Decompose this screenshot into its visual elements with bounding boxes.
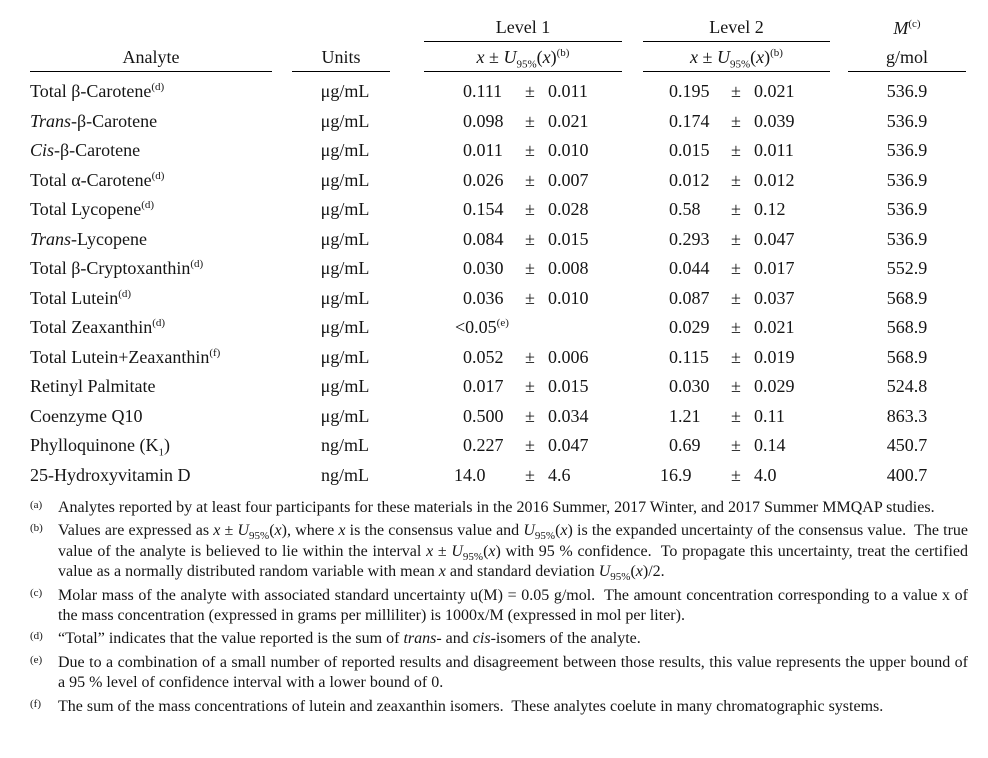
table-row: [30, 225, 968, 255]
level1-value-cell: 0 .084 ± 0.015: [463, 228, 589, 249]
molar-mass-cell: 400.7: [886, 464, 928, 485]
footnote-text: Due to a combination of a small number of reported results and disagreement between those results, this value represents the upper bound of a 95 % level of confidence interval with a lower bound of 0.: [58, 653, 968, 692]
level2-header: Level 2: [709, 17, 764, 37]
footnote-marker: (c): [30, 586, 43, 599]
table-row: [30, 136, 968, 166]
gmol-header: g/mol: [885, 47, 928, 67]
units-cell: μg/mL: [320, 169, 370, 190]
units-cell: ng/mL: [321, 464, 369, 485]
units-header: Units: [321, 47, 361, 67]
analyte-cell: Coenzyme Q10: [30, 405, 143, 426]
footnote-marker: (e): [30, 653, 43, 666]
analyte-header: Analyte: [122, 47, 180, 67]
footnote-marker: (a): [30, 499, 43, 511]
level2-value-cell: 0 .087 ± 0.037: [669, 287, 795, 308]
footnote-marker: (d): [30, 630, 43, 643]
table-row: [30, 77, 968, 107]
level1-value-cell: 0 .098 ± 0.021: [463, 110, 589, 131]
table-row: [30, 343, 968, 373]
molar-mass-cell: 536.9: [886, 228, 928, 249]
level2-value-cell: 0 .195 ± 0.021: [669, 81, 795, 102]
level1-formula-cell: [418, 42, 628, 72]
footnote: [30, 521, 968, 582]
molar-mass-cell: 536.9: [886, 140, 928, 161]
footnote: [30, 697, 968, 717]
level1-header-cell: [418, 6, 628, 42]
analyte-cell: Phylloquinone $(K_1)$: [30, 435, 170, 459]
units-cell: μg/mL: [320, 258, 370, 279]
table-body: [30, 72, 968, 490]
units-cell: ng/mL: [321, 435, 369, 456]
level1-value-cell: 0 .227 ± 0.047: [463, 435, 589, 456]
table-row: [30, 195, 968, 225]
analyte-cell: Total Lutein$^{(d)}$: [30, 287, 132, 308]
level2-value-cell: 16 .9 ± 4.0: [660, 464, 777, 485]
level1-value-cell: 0 .036 ± 0.010: [463, 287, 589, 308]
table-row: [30, 166, 968, 196]
table-row: [30, 402, 968, 432]
level2-formula: $x \pm U_{95\%}(x)^{(b)}$: [690, 47, 783, 71]
footnote: [30, 586, 968, 627]
units-cell: μg/mL: [320, 346, 370, 367]
analyte-cell: Total Lutein+Zeaxanthin$^{(f)}$: [30, 346, 221, 367]
level1-header: Level 1: [495, 17, 551, 37]
molar-mass-cell: 568.9: [886, 317, 928, 338]
level1-value-cell: 0 .154 ± 0.028: [463, 199, 589, 220]
header-spacer-units: [272, 6, 418, 42]
footnote-marker: (b): [30, 522, 43, 535]
molar-mass-cell: 536.9: [886, 169, 928, 190]
level2-formula-cell: [628, 42, 846, 72]
footnote: [30, 498, 968, 518]
analyte-cell: Total β-Cryptoxanthin$^{(d)}$: [30, 258, 204, 279]
level2-value-cell: 0 .293 ± 0.047: [669, 228, 795, 249]
units-cell: μg/mL: [320, 110, 370, 131]
footnote-text: Analytes reported by at least four participants for these materials in the 2016 Summer, 2017 Winter, and 2017 Summer MMQAP studies.: [58, 499, 935, 516]
footnote: [30, 653, 968, 694]
table-header-row-1: [30, 6, 968, 42]
molar-mass-cell: 568.9: [886, 346, 928, 367]
footnote-text: Molar mass of the analyte with associated standard uncertainty u(M) = 0.05 g/mol. The amount concentration corresponding to a value x of the mass concentration (expressed in grams per milliliter) is 1000x/M (expressed in mol per liter).: [58, 586, 968, 625]
table-header-row-2: [30, 42, 968, 72]
level1-value-cell: 0 .011 ± 0.010: [463, 140, 589, 161]
level1-value-cell: $<0.05^{(e)}$: [455, 317, 509, 338]
units-cell: μg/mL: [320, 317, 370, 338]
molar-mass-cell: 536.9: [886, 110, 928, 131]
level2-value-cell: 0 .029 ± 0.021: [669, 317, 795, 338]
units-cell: μg/mL: [320, 376, 370, 397]
molar-mass-cell: 568.9: [886, 287, 928, 308]
level2-value-cell: 1 .21 ± 0.11: [669, 405, 785, 426]
table-row: [30, 284, 968, 314]
footnote-marker: (f): [30, 697, 41, 710]
analyte-cell: 25-Hydroxyvitamin D: [30, 464, 191, 485]
table-row: [30, 107, 968, 137]
units-header-cell: [272, 42, 418, 72]
level2-value-cell: 0 .69 ± 0.14: [669, 435, 786, 456]
footnotes-section: [30, 498, 968, 717]
analyte-cell: Trans-β-Carotene: [30, 110, 158, 131]
analyte-cell: Total Lycopene$^{(d)}$: [30, 199, 155, 220]
units-cell: μg/mL: [320, 140, 370, 161]
molar-mass-cell: 524.8: [886, 376, 928, 397]
footnote-text: “Total” indicates that the value reported is the sum of trans- and cis-isomers of the analyte.: [58, 630, 641, 648]
units-cell: μg/mL: [320, 228, 370, 249]
footnote-text: The sum of the mass concentrations of lutein and zeaxanthin isomers. These analytes coelute in many chromatographic systems.: [58, 697, 884, 715]
units-cell: μg/mL: [320, 199, 370, 220]
table-row: [30, 372, 968, 402]
analyte-cell: Total α-Carotene$^{(d)}$: [30, 169, 165, 190]
analyte-cell: Total Zeaxanthin$^{(d)}$: [30, 317, 166, 338]
level1-value-cell: 14 .0 ± 4.6: [454, 464, 571, 485]
units-cell: μg/mL: [320, 405, 370, 426]
analyte-cell: Total β-Carotene$^{(d)}$: [30, 81, 165, 102]
molar-mass-header-cell: [846, 6, 968, 42]
table-row: [30, 461, 968, 491]
footnote: [30, 629, 968, 649]
molar-mass-cell: 552.9: [886, 258, 928, 279]
level2-value-cell: 0 .015 ± 0.011: [669, 140, 794, 161]
analyte-header-cell: [30, 42, 272, 72]
table-row: [30, 313, 968, 343]
table-row: [30, 254, 968, 284]
level1-value-cell: 0 .026 ± 0.007: [463, 169, 589, 190]
analyte-cell: Retinyl Palmitate: [30, 376, 156, 397]
level2-header-cell: [628, 6, 846, 42]
level1-value-cell: 0 .500 ± 0.034: [463, 405, 589, 426]
level1-value-cell: 0 .017 ± 0.015: [463, 376, 589, 397]
molar-mass-cell: 450.7: [886, 435, 928, 456]
level2-value-cell: 0 .58 ± 0.12: [669, 199, 786, 220]
table-row: [30, 431, 968, 461]
molar-mass-cell: 863.3: [886, 405, 928, 426]
level2-value-cell: 0 .012 ± 0.012: [669, 169, 795, 190]
level2-value-cell: 0 .030 ± 0.029: [669, 376, 795, 397]
footnote-text: Values are expressed as $x \pm U_{95\%}(x)$, where x is the consensus value and $U_{95\%}(x)$ is the expanded uncertainty of the consensus value. The true value of the analyte is believed to lie within the interval $x \pm U_{95\%}(x)$ with 95 % confidence. To propagate this uncertainty, treat the certified value as a normally distributed random variable with mean x and standard deviation $U_{95\%}(x)/2$.: [58, 522, 969, 584]
units-cell: μg/mL: [320, 81, 370, 102]
molar-mass-cell: 536.9: [886, 199, 928, 220]
level1-value-cell: 0 .052 ± 0.006: [463, 346, 589, 367]
level1-value-cell: 0 .111 ± 0.011: [463, 81, 588, 102]
level2-value-cell: 0 .174 ± 0.039: [669, 110, 795, 131]
level2-value-cell: 0 .044 ± 0.017: [669, 258, 795, 279]
level1-formula: $x \pm U_{95\%}(x)^{(b)}$: [476, 47, 570, 71]
gmol-header-cell: [846, 42, 968, 72]
molar-mass-header: $M^{(c)}$: [893, 18, 921, 38]
analyte-cell: Trans-Lycopene: [30, 228, 147, 249]
header-spacer-analyte: [30, 6, 272, 42]
units-cell: μg/mL: [320, 287, 370, 308]
level2-value-cell: 0 .115 ± 0.019: [669, 346, 795, 367]
molar-mass-cell: 536.9: [886, 81, 928, 102]
level1-value-cell: 0 .030 ± 0.008: [463, 258, 589, 279]
analyte-cell: Cis-β-Carotene: [30, 140, 141, 161]
